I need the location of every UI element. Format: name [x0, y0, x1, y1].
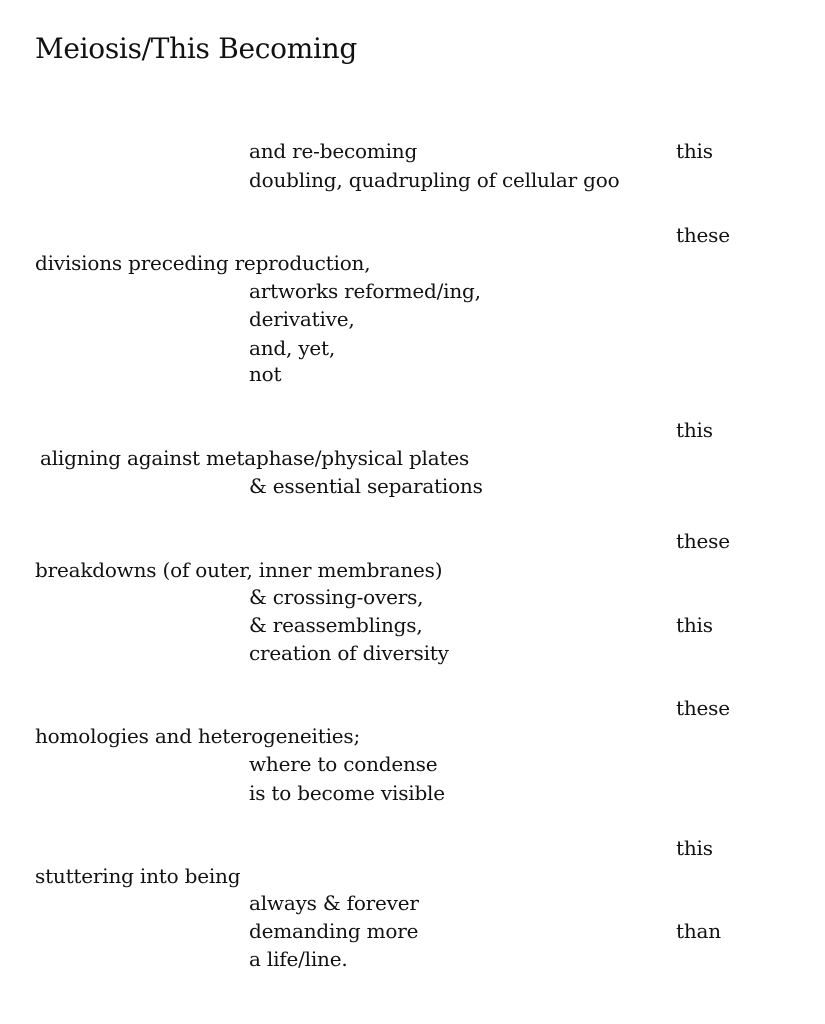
- margin-word: this: [676, 836, 713, 860]
- margin-word: these: [676, 696, 730, 720]
- poem-line: stuttering into being: [35, 864, 241, 888]
- poem-line: not: [249, 362, 282, 386]
- poem-line: homologies and heterogeneities;: [35, 724, 361, 748]
- poem-line: & essential separations: [249, 474, 483, 498]
- margin-word: this: [676, 613, 713, 637]
- margin-word: this: [676, 418, 713, 442]
- poem-line: divisions preceding reproduction,: [35, 251, 371, 275]
- margin-word: this: [676, 139, 713, 163]
- poem-line: derivative,: [249, 307, 355, 331]
- margin-word: these: [676, 223, 730, 247]
- margin-word: than: [676, 919, 721, 943]
- poem-line: & crossing-overs,: [249, 585, 424, 609]
- poem-line: and re-becoming: [249, 139, 418, 163]
- poem-line: aligning against metaphase/physical plates: [40, 446, 470, 470]
- margin-word: these: [676, 529, 730, 553]
- poem-line: breakdowns (of outer, inner membranes): [35, 558, 443, 582]
- poem-line: is to become visible: [249, 781, 445, 805]
- poem-title: Meiosis/This Becoming: [35, 32, 357, 65]
- poem-line: doubling, quadrupling of cellular goo: [249, 168, 620, 192]
- poem-line: creation of diversity: [249, 641, 449, 665]
- poem-line: a life/line.: [249, 947, 348, 971]
- poem-line: artworks reformed/ing,: [249, 279, 481, 303]
- poem-line: & reassemblings,: [249, 613, 423, 637]
- poem-line: where to condense: [249, 752, 438, 776]
- poem-line: and, yet,: [249, 336, 336, 360]
- poem-line: demanding more: [249, 919, 419, 943]
- poem-line: always & forever: [249, 891, 419, 915]
